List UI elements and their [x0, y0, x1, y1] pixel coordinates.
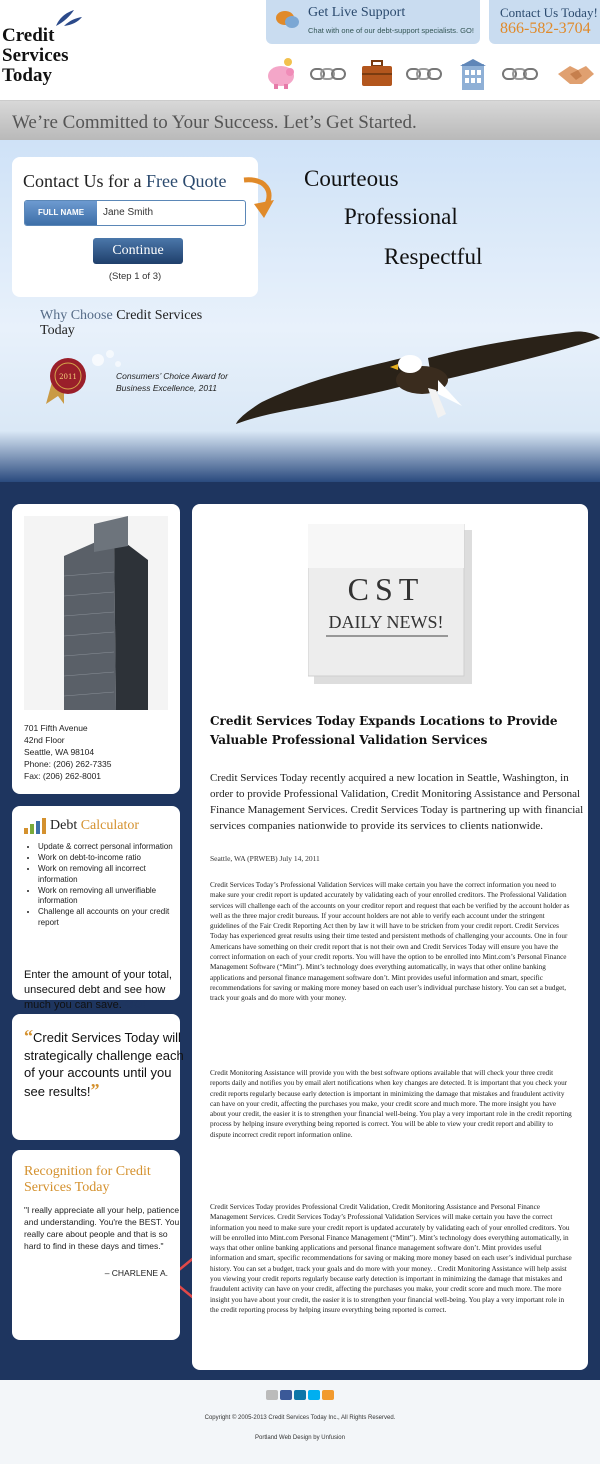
skyscraper-image [24, 516, 168, 710]
contact-box [489, 0, 600, 44]
tagline-professional: Professional [344, 204, 458, 229]
open-quote-mark: “ [24, 1026, 33, 1046]
chain-icon [310, 67, 346, 81]
why-choose-soft: Why Choose [40, 308, 117, 323]
handshake-icon [556, 60, 596, 88]
free-quote-form [12, 157, 258, 297]
facebook-icon[interactable] [280, 1390, 292, 1400]
piggy-bank-icon [264, 58, 298, 90]
curved-arrow-icon [240, 174, 280, 222]
close-quote-mark: ” [90, 1079, 100, 1100]
debt-calculator-cta [24, 968, 184, 1013]
list-item: • Work on debt-to-income ratio [38, 853, 178, 864]
list-item: • Work on removing all unverifiable information [38, 886, 178, 907]
full-name-input[interactable] [103, 201, 243, 225]
bar-graph-icon [24, 818, 46, 834]
tagline-respectful: Respectful [384, 244, 483, 269]
flying-eagle-image [232, 318, 600, 438]
debt-cta-text: Enter the amount of your total, unsecured debt and see how much you can save. [24, 969, 172, 1011]
step-indicator: (Step 1 of 3) [108, 271, 162, 282]
logo-line-1: Credit [2, 25, 55, 46]
logo-line-2: Services [2, 45, 69, 66]
full-name-label: FULL NAME [25, 201, 97, 225]
why-choose-strong: Credit Services Today [40, 308, 203, 338]
article-paragraph-2: Credit Monitoring Assistance will provide you with the best software options available that will check your three credit reports daily and notifies you by email alert notifications when key changes are detected. It is important that you check your credit reports regularly because early detection is important in minimizing the damage that mistakes and fraudulent activity can have on your credit, affecting the purchases you make, your credit score and much more. The more insight you have about your credit, the easier it is to strengthen your financial well-being. You play a very important role in the credit reporting process by helping insure everything being reported is correct. You will be able to view your credit report and ability to dispute incorrect credit report information online. [210, 1069, 572, 1139]
chain-icon [406, 67, 442, 81]
testimonial-author: – CHARLENE A. [104, 1268, 168, 1278]
debt-title-accent: Calculator [80, 818, 140, 833]
seal-year: 2011 [59, 373, 77, 381]
briefcase-icon [360, 58, 394, 88]
award-text: Consumers’ Choice Award for Business Excellence, 2011 [116, 371, 228, 393]
daily-news-sign-image [308, 524, 472, 684]
list-item: • Update & correct personal information [38, 842, 178, 853]
article-title[interactable]: Credit Services Today Expands Locations to Provide Valuable Professional Validation Services [210, 714, 558, 747]
chain-icon [502, 67, 538, 81]
why-choose-heading [40, 308, 220, 338]
list-item: • Challenge all accounts on your credit report [38, 907, 178, 928]
article-lede: Credit Services Today recently acquired a new location in Seattle, Washington, in order to provide Professional Validation, Credit Monitoring Assistance and Personal Finance Management Services. Credit Services Today is partnering up with financial services companies nationwide to provide its services to clients nationwide. [210, 772, 584, 832]
article-paragraph-1: Credit Services Today’s Professional Validation Services will make certain you have the correct information you need to make sure your credit report is updated accurately by validating each of your enrolled creditors. The Professional Validation services will challenge each of the accounts on your creditor report and request that each be verified by the account holder as well as the three major credit bureaus. If your account holders are not able to verify each account under the stringent guidelines of the Fair Credit Reporting Act then by law it will have to be stricken from your credit report. Credit Services Today has experienced great results using their time tested and persistent methods of challenging your accounts. One in four Americans have something on their credit report that is not their own and Credit Services Today will ensure you have the correct information on each of your credit reports. You will have the option to be enrolled into Mint.com’s Personal Finance Management Software (“Mint”). Mint’s technology does everything automatically, in ways that other online banking applications and personal finance management software don’t. Mint provides useful information and smart, specific recommendations for saving or making more money based on each user’s individual purchase history. You can set a budget, track your goals and do more with your money. [210, 881, 570, 1003]
award-seal-icon [38, 346, 128, 406]
list-item: • Work on removing all incorrect information [38, 864, 178, 885]
email-icon[interactable] [266, 1390, 278, 1400]
live-support-title: Get Live Support [308, 5, 406, 20]
live-support-box[interactable] [266, 0, 480, 44]
debt-feature-list [38, 842, 178, 929]
quote-title-accent: Free Quote [145, 171, 227, 191]
rss-icon[interactable] [322, 1390, 334, 1400]
address-line-2: 42nd Floor [24, 735, 65, 745]
main-content [0, 482, 600, 1380]
service-icon-row [262, 58, 600, 92]
address-line-3: Seattle, WA 98104 [24, 747, 95, 757]
testimonial-quote: "I really appreciate all your help, patience and understanding. You're the BEST. You really care about people and that is so hard to find in these days and times." [24, 1205, 180, 1251]
building-icon [458, 58, 488, 90]
recognition-card [12, 1150, 180, 1340]
recognition-title: Recognition for Credit Services Today [24, 1164, 151, 1195]
skype-icon[interactable] [308, 1390, 320, 1400]
debt-calculator-card [12, 806, 180, 1011]
promo-text-block [24, 1028, 184, 1100]
logo-line-3: Today [2, 65, 52, 86]
social-links [266, 1390, 334, 1400]
copyright-text: Copyright © 2005-2013 Credit Services Today Inc., All Rights Reserved. [204, 1415, 396, 1421]
site-footer [0, 1380, 600, 1464]
hero-section [0, 140, 600, 482]
debt-title-plain: Debt [50, 818, 81, 833]
news-sign-cst: CST [347, 571, 425, 607]
news-article-card [192, 504, 588, 1370]
quote-form-title [23, 171, 226, 192]
article-dateline: Seattle, WA (PRWEB) July 14, 2011 [210, 854, 320, 863]
site-header [0, 0, 600, 100]
address-line-1: 701 Fifth Avenue [24, 723, 88, 733]
banner-text: We’re Committed to Your Success. Let’s Get Started. [12, 112, 417, 133]
address-fax: Fax: (206) 262-8001 [24, 771, 102, 781]
continue-button[interactable]: Continue [93, 238, 183, 264]
promo-text: Credit Services Today will strategically challenge each of your accounts until you see results! [24, 1030, 184, 1099]
address-phone: Phone: (206) 262-7335 [24, 759, 112, 769]
chat-bubble-icon [276, 10, 300, 30]
live-support-subtitle: Chat with one of our debt-support specialists. GO! [308, 26, 474, 35]
article-paragraph-3: Credit Services Today provides Professional Credit Validation, Credit Monitoring Assistance and Personal Finance Management Services. Credit Services Today’s Professional Validation Services will make certain you have the correct information you need to make sure your credit report is updated accurately by validating each of your enrolled creditors. You will be enrolled into Mint.com Personal Finance Management (“Mint”). Mint’s technology does everything automatically, in ways that other online banking applications and personal finance management software don’t. Mint provides useful information and smart, specific recommendations for saving or making more money based on each user’s individual purchase history. You can set a budget, track your goals and do more with your money. . Credit Monitoring Assistance will help assist you viewing your credit reports regularly because early detection is important in minimizing the damage that mistakes and fraudulent activity can have on your credit, affecting the purchases you make, your credit score and much more. The more insight you have about your credit, the easier it is to strengthen your financial well-being. You play a very important role in the credit reporting process by helping insure everything being reported is correct. [210, 1203, 572, 1314]
debt-go-link[interactable]: GO! [124, 999, 146, 1011]
full-name-field[interactable] [24, 200, 246, 226]
web-design-credit[interactable]: Portland Web Design by Unfusion [255, 1435, 345, 1441]
address-card [12, 504, 180, 794]
strategy-promo-card [12, 1014, 184, 1140]
linkedin-icon[interactable] [294, 1390, 306, 1400]
news-sign-daily: DAILY NEWS! [328, 612, 444, 632]
debt-calculator-title [50, 818, 139, 834]
commitment-banner [0, 100, 600, 140]
contact-phone[interactable]: 866-582-3704 [500, 20, 591, 37]
contact-title: Contact Us Today! [500, 5, 598, 20]
tagline-courteous: Courteous [304, 166, 399, 191]
quote-title-plain: Contact Us for a [23, 171, 146, 191]
logo-leaf-icon [54, 8, 84, 28]
